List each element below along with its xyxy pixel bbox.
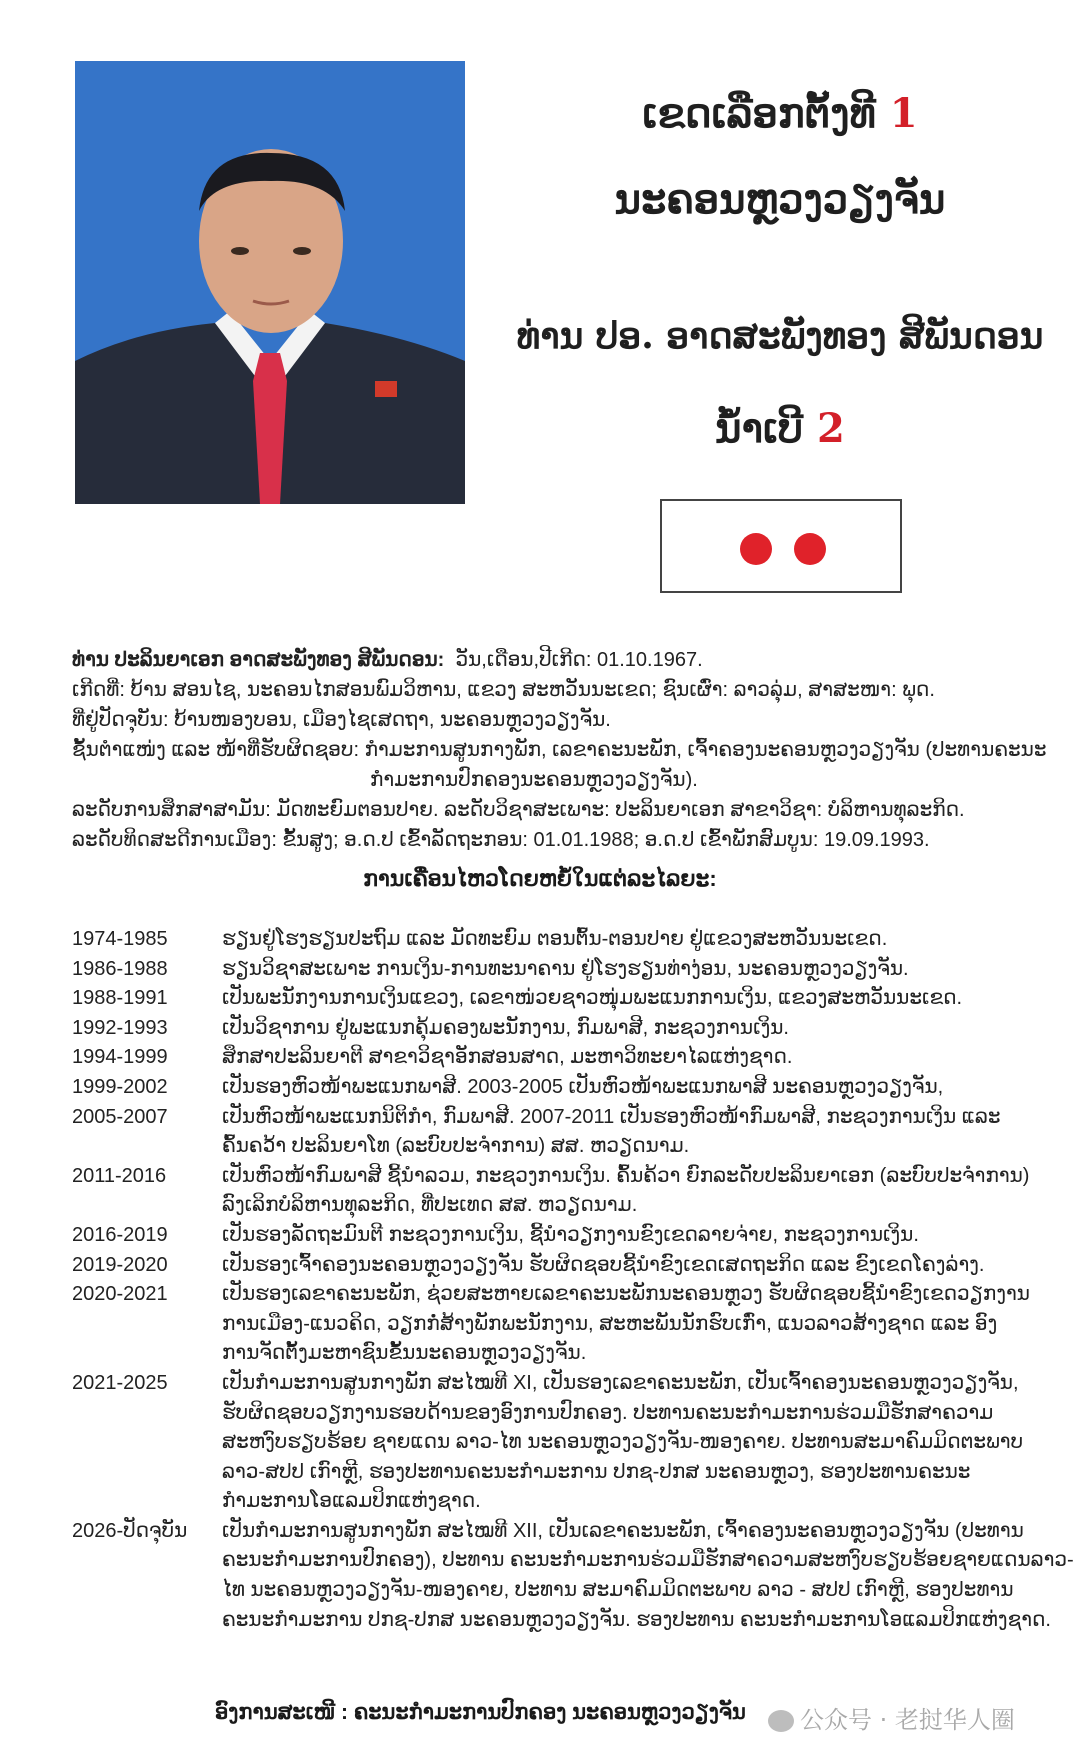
timeline-period: 1992-1993 [72,1016,168,1039]
timeline-description [222,1162,1072,1221]
timeline-description [222,1280,1072,1369]
timeline-line: ລົງເລິກບໍລິຫານທຸລະກິດ, ທີ່ປະເທດ ສສ. ຫວຽດນາມ. [222,1194,638,1217]
timeline-row [72,1103,1072,1162]
timeline-line: ຄະນະກຳມະການປົກຄອງ), ປະທານ ຄະນະກຳມະການຮ່ວມມືຮັກສາຄວາມສະຫງົບຮຽບຮ້ອຍຊາຍແດນລາວ- [222,1549,1074,1572]
timeline [72,925,1072,1635]
timeline-row [72,1014,1072,1044]
timeline-description [222,1014,1072,1044]
timeline-period: 2011-2016 [72,1164,167,1187]
timeline-description [222,1221,1072,1251]
timeline-line: ກຳມະການໂອແລມປິກແຫ່ງຊາດ. [222,1490,481,1513]
timeline-row [72,1221,1072,1251]
timeline-period: 2005-2007 [72,1105,168,1128]
bio-name: ທ່ານ ປະລິນຍາເອກ ອາດສະພັງທອງ ສີພັນດອນ: [72,649,445,671]
timeline-line: ການຈັດຕັ້ງມະຫາຊົນຂັ້ນນະຄອນຫຼວງວຽງຈັນ. [222,1342,587,1365]
timeline-description [222,1369,1072,1517]
timeline-description [222,1517,1074,1635]
bio-positions-cont: ກຳມະການປົກຄອງນະຄອນຫຼວງວຽງຈັນ). [370,769,698,791]
timeline-row [72,1073,1072,1103]
wechat-icon [768,1710,794,1732]
timeline-row [72,1369,1072,1517]
ballot-number: 2 [817,405,845,452]
timeline-line: ໄທ ນະຄອນຫຼວງວຽງຈັນ-ໜອງຄາຍ, ປະທານ ສະມາຄົມມິດຕະພາບ ລາວ - ສປປ ເກົາຫຼີ, ຮອງປະທານ [222,1579,1014,1602]
bio-address: ທີ່ຢູ່ປັດຈຸບັນ: ບ້ານໜອງບອນ, ເມືອງໄຊເສດຖາ, ນະຄອນຫຼວງວຽງຈັນ. [72,709,611,731]
timeline-description [222,984,1072,1014]
ballot-dot [740,533,772,565]
ballot-label: ນໍ້າເບີ [715,405,804,452]
timeline-line: ເປັນຮອງເລຂາຄະນະພັກ, ຊ່ວຍສະຫາຍເລຂາຄະນະພັກນະຄອນຫຼວງ ຮັບຜິດຊອບຊີ້ນຳຂົງເຂດວຽກງານ [222,1283,1030,1306]
bio-education: ລະດັບການສຶກສາສາມັນ: ມັດທະຍົມຕອນປາຍ. ລະດັບວິຊາສະເພາະ: ປະລິນຍາເອກ ສາຂາວິຊາ: ບໍລິຫານທຸລະກິດ. [72,799,965,821]
timeline-line: ເປັນຮອງຫົວໜ້າພະແນກພາສີ. 2003-2005 ເປັນຫົວໜ້າພະແນກພາສີ ນະຄອນຫຼວງວຽງຈັນ, [222,1075,944,1098]
bio-positions: ຊັ້ນຕຳແໜ່ງ ແລະ ໜ້າທີ່ຮັບຜິດຊອບ: ກຳມະການສູນກາງພັກ, ເລຂາຄະນະພັກ, ເຈົ້າຄອງນະຄອນຫຼວງວຽງຈັນ (ປະທານຄະນະ [72,739,1047,761]
constituency-number: 1 [889,90,918,137]
timeline-row [72,1251,1072,1281]
bio-section [72,645,1072,855]
timeline-row [72,1280,1072,1369]
constituency-title [480,90,1080,137]
watermark [768,1700,1015,1735]
timeline-line: ຄົ້ນຄວ້າ ປະລິນຍາໂທ (ລະບົບປະຈຳການ) ສສ. ຫວຽດນາມ. [222,1135,690,1158]
timeline-period: 1986-1988 [72,957,168,980]
city-title: ນະຄອນຫຼວງວຽງຈັນ [614,176,946,223]
ballot-symbol-box [660,499,902,593]
timeline-line: ສະຫງົບຮຽບຮ້ອຍ ຊາຍແດນ ລາວ-ໄທ ນະຄອນຫຼວງວຽງຈັນ-ໜອງຄາຍ. ປະທານສະມາຄົມມິດຕະພາບ [222,1431,1024,1454]
bio-political: ລະດັບທິດສະດີການເມືອງ: ຂັ້ນສູງ; ອ.ດ.ປ ເຂົ້າລັດຖະກອນ: 01.01.1988; ອ.ດ.ປ ເຂົ້າພັກສົມບູນ: 19.09.1993. [72,829,930,851]
timeline-line: ຮັບຜິດຊອບວຽກງານຮອບດ້ານຂອງອົງການປົກຄອງ. ປະທານຄະນະກຳມະການຮ່ວມມືຮັກສາຄວາມ [222,1401,994,1424]
timeline-line: ເປັນຮອງລັດຖະມົນຕີ ກະຊວງການເງິນ, ຊີ້ນຳວຽກງານຂົງເຂດລາຍຈ່າຍ, ກະຊວງການເງິນ. [222,1223,919,1246]
timeline-period: 2026-ປັດຈຸບັນ [72,1519,188,1542]
bio-birthdate: ວັນ,ເດືອນ,ປີເກີດ: 01.10.1967. [455,649,703,671]
timeline-row [72,1517,1072,1635]
timeline-description [222,1073,1072,1103]
timeline-description [222,1103,1072,1162]
candidate-photo [75,61,465,504]
timeline-period: 2019-2020 [72,1253,168,1276]
timeline-row [72,1043,1072,1073]
timeline-line: ເປັນຫົວໜ້າກົມພາສີ ຊີ້ນຳລວມ, ກະຊວງການເງິນ. ຄົ້ນຄ້ວາ ຍົກລະດັບປະລິນຍາເອກ (ລະບົບປະຈຳການ) [222,1164,1030,1187]
timeline-description [222,1043,1072,1073]
timeline-line: ຄະນະກຳມະການ ປກຊ-ປກສ ນະຄອນຫຼວງວຽງຈັນ. ຮອງປະທານ ຄະນະກຳມະການໂອແລມປິກແຫ່ງຊາດ. [222,1608,1051,1631]
timeline-line: ເປັນພະນັກງານການເງິນແຂວງ, ເລຂາໜ່ວຍຊາວໜຸ່ມພະແນກການເງິນ, ແຂວງສະຫວັນນະເຂດ. [222,987,963,1010]
timeline-period: 1988-1991 [72,987,168,1010]
timeline-row [72,925,1072,955]
timeline-period: 1999-2002 [72,1075,168,1098]
bio-birthplace: ເກີດທີ່: ບ້ານ ສອນໄຊ, ນະຄອນໄກສອນພົມວິຫານ, ແຂວງ ສະຫວັນນະເຂດ; ຊົນເຜົ່າ: ລາວລຸ່ມ, ສາສະໜາ: ພຸດ. [72,679,935,701]
timeline-line: ເປັນກຳມະການສູນກາງພັກ ສະໄໝທີ XII, ເປັນເລຂາຄະນະພັກ, ເຈົ້າຄອງນະຄອນຫຼວງວຽງຈັນ (ປະທານ [222,1519,1024,1542]
timeline-line: ສຶກສາປະລິນຍາຕີ ສາຂາວິຊາອັກສອນສາດ, ມະຫາວິທະຍາໄລແຫ່ງຊາດ. [222,1046,793,1069]
timeline-description [222,955,1072,985]
timeline-period: 2020-2021 [72,1283,168,1306]
timeline-line: ເປັນຮອງເຈົ້າຄອງນະຄອນຫຼວງວຽງຈັນ ຮັບຜິດຊອບຊີ້ນຳຂົງເຂດເສດຖະກິດ ແລະ ຂົງເຂດໂຄງລ່າງ. [222,1253,985,1276]
timeline-row [72,1162,1072,1221]
timeline-line: ຮຽນວິຊາສະເພາະ ການເງິນ-ການທະນາຄານ ຢູ່ໂຮງຮຽນທ່າງ່ອນ, ນະຄອນຫຼວງວຽງຈັນ. [222,957,909,980]
timeline-line: ເປັນຫົວໜ້າພະແນກນິຕິກຳ, ກົມພາສີ. 2007-2011 ເປັນຮອງຫົວໜ້າກົມພາສີ, ກະຊວງການເງິນ ແລະ [222,1105,1001,1128]
timeline-period: 2021-2025 [72,1371,168,1394]
timeline-period: 2016-2019 [72,1223,168,1246]
timeline-period: 1974-1985 [72,928,168,950]
ballot-number-title [480,405,1080,452]
timeline-period: 1994-1999 [72,1046,168,1069]
candidate-name: ທ່ານ ປອ. ອາດສະພັງທອງ ສີພັນດອນ [516,315,1044,357]
constituency-label: ເຂດເລືອກຕັ້ງທີ [642,90,876,137]
timeline-row [72,984,1072,1014]
timeline-description [222,1251,1072,1281]
proposer-footer: ອົງການສະເໜີ : ຄະນະກຳມະການປົກຄອງ ນະຄອນຫຼວງວຽງຈັນ [215,1701,746,1724]
timeline-description [222,925,1072,955]
ballot-dot [794,533,826,565]
watermark-text: 公众号 · 老挝华人圈 [800,1706,1015,1734]
timeline-line: ການເມືອງ-ແນວຄິດ, ວຽກກໍ່ສ້າງພັກພະນັກງານ, ສະຫະພັນນັກຮົບເກົ່າ, ແນວລາວສ້າງຊາດ ແລະ ອົງ [222,1312,998,1335]
timeline-line: ຮຽນຢູ່ໂຮງຮຽນປະຖົມ ແລະ ມັດທະຍົມ ຕອນຕົ້ນ-ຕອນປາຍ ຢູ່ແຂວງສະຫວັນນະເຂດ. [222,928,888,950]
timeline-line: ລາວ-ສປປ ເກົາຫຼີ, ຮອງປະທານຄະນະກຳມະການ ປກຊ-ປກສ ນະຄອນຫຼວງ, ຮອງປະທານຄະນະ [222,1460,971,1483]
timeline-title: ການເຄື່ອນໄຫວໂດຍຫຍໍ້ໃນແຕ່ລະໄລຍະ: [363,866,717,891]
timeline-line: ເປັນກຳມະການສູນກາງພັກ ສະໄໝທີ XI, ເປັນຮອງເລຂາຄະນະພັກ, ເປັນເຈົ້າຄອງນະຄອນຫຼວງວຽງຈັນ, [222,1371,1019,1394]
timeline-line: ເປັນວິຊາການ ຢູ່ພະແນກຄຸ້ມຄອງພະນັກງານ, ກົມພາສີ, ກະຊວງການເງິນ. [222,1016,789,1039]
timeline-row [72,955,1072,985]
